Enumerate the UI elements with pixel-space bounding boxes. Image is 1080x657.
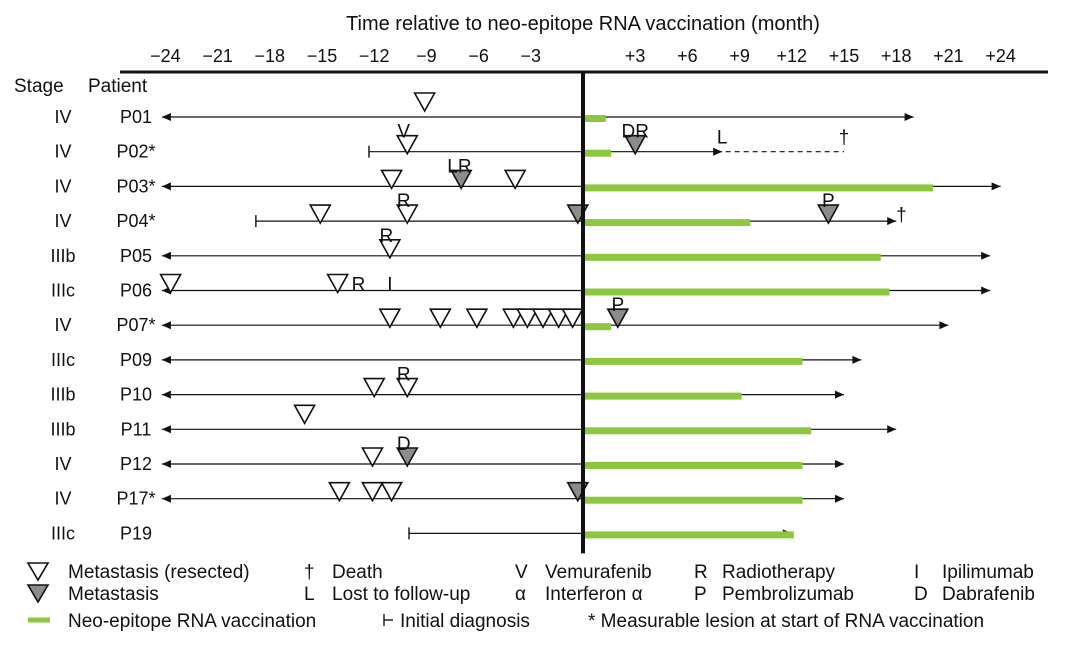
legend-diagnosis: Initial diagnosis (400, 611, 530, 632)
metastasis-resected-triangle (382, 483, 402, 501)
treatment-letter: DR (621, 121, 649, 143)
patient-row (54, 483, 844, 509)
patient-id: P17* (116, 488, 156, 509)
treatment-letter: V (397, 121, 411, 143)
arrow-head (162, 495, 171, 503)
patient-row (50, 405, 896, 439)
patient-row (51, 523, 794, 543)
patient-id: P10 (119, 384, 153, 405)
stage-label: IV (54, 315, 72, 336)
arrow-head (981, 287, 990, 295)
stage-label: IV (54, 211, 72, 232)
tick-label: +15 (828, 46, 860, 66)
metastasis-resected-triangle (380, 309, 400, 327)
patient-row (54, 93, 913, 127)
stage-label: IIIb (50, 419, 76, 440)
legend-death: Death (332, 562, 383, 583)
legend-interferon: Interferon α (545, 584, 643, 605)
tick-label: +18 (880, 46, 912, 66)
tick-label: +21 (933, 46, 964, 66)
vaccination-bar (585, 427, 811, 434)
metastasis-resected-triangle (364, 379, 384, 397)
tick-label: −9 (416, 46, 437, 66)
treatment-letter: † (896, 205, 907, 227)
legend-ipilimumab: Ipilimumab (942, 562, 1034, 583)
legend-vemurafenib-symbol: V (515, 562, 528, 583)
patient-id: P05 (119, 245, 153, 266)
arrow-head (162, 425, 171, 433)
vaccination-bar (585, 115, 606, 122)
legend-dabrafenib-symbol: D (914, 584, 928, 605)
treatment-letter: R (379, 225, 394, 247)
patient-row (54, 295, 948, 335)
patient-id: P09 (119, 349, 153, 370)
arrow-head (162, 252, 171, 260)
vaccination-bar (585, 497, 803, 504)
vaccination-bar (585, 358, 803, 365)
legend-radiotherapy-symbol: R (694, 562, 708, 583)
legend-lost: Lost to follow-up (332, 584, 471, 605)
arrow-head (713, 148, 722, 156)
legend-lost-symbol: L (304, 584, 315, 605)
vaccination-bar (585, 184, 933, 191)
treatment-letter: I (387, 274, 393, 296)
metastasis-resected-triangle (329, 483, 349, 501)
patient-rows (50, 93, 1000, 543)
tick-label: +9 (729, 46, 750, 66)
patient-id: P07* (116, 315, 156, 336)
metastasis-resected-triangle (467, 309, 487, 327)
legend-metastasis-resected: Metastasis (resected) (68, 562, 250, 583)
patient-header: Patient (88, 76, 148, 97)
tick-label: −6 (468, 46, 489, 66)
tick-label: +3 (624, 46, 646, 66)
stage-label: IV (54, 488, 72, 509)
arrow-head (939, 321, 948, 329)
legend-death-symbol: † (304, 562, 315, 583)
tick-label: −15 (306, 46, 338, 66)
treatment-letter: D (396, 434, 411, 455)
metastasis-resected-triangle (295, 405, 315, 423)
legend-diagnosis-icon (384, 614, 393, 626)
metastasis-resected-triangle (382, 170, 402, 188)
legend-pembrolizumab-symbol: P (694, 584, 707, 605)
tick-label: −24 (150, 46, 181, 66)
patient-id: P01 (119, 107, 153, 127)
stage-label: IIIb (50, 245, 76, 266)
legend-measurable-note: * Measurable lesion at start of RNA vaccination (588, 611, 985, 632)
arrow-head (835, 460, 844, 468)
legend-ipilimumab-symbol: I (914, 562, 920, 583)
treatment-letter: † (838, 127, 850, 149)
legend-vemurafenib: Vemurafenib (545, 562, 652, 583)
patient-id: P06 (119, 280, 153, 301)
tick-label: −18 (254, 46, 286, 66)
metastasis-resected-triangle (563, 309, 583, 327)
legend-dabrafenib: Dabrafenib (942, 584, 1035, 605)
patient-id: P19 (119, 523, 153, 544)
stage-label: IV (54, 454, 72, 474)
arrow-head (162, 321, 171, 329)
legend-interferon-symbol: α (515, 584, 526, 605)
vaccination-bar (585, 323, 611, 330)
stage-label: IV (54, 141, 72, 162)
axis-ticks (150, 46, 1016, 66)
metastasis-resected-triangle (362, 448, 382, 466)
tick-label: −21 (202, 46, 233, 66)
patient-row (50, 226, 990, 266)
patient-row (51, 275, 990, 301)
treatment-letter: R (396, 191, 411, 213)
tick-label: +6 (677, 46, 698, 66)
legend-metastasis: Metastasis (68, 584, 159, 605)
patient-id: P03* (116, 176, 156, 197)
tick-label: +24 (985, 46, 1016, 66)
arrow-head (162, 356, 171, 364)
legend-filled-triangle-icon (28, 585, 48, 602)
treatment-letter: L (716, 127, 728, 149)
legend-radiotherapy: Radiotherapy (722, 562, 836, 583)
vaccination-bar (585, 531, 794, 538)
patient-row (50, 365, 844, 405)
arrow-head (162, 182, 171, 190)
stage-header: Stage (14, 76, 64, 97)
patient-row (54, 191, 906, 231)
arrow-head (887, 425, 896, 433)
metastasis-resected-triangle (430, 309, 450, 327)
legend-pembrolizumab: Pembrolizumab (722, 584, 854, 605)
treatment-letter: R (396, 364, 411, 386)
metastasis-resected-triangle (362, 483, 382, 501)
arrow-head (162, 391, 171, 399)
tick-label: −3 (520, 46, 542, 66)
stage-label: IIIc (50, 349, 76, 370)
arrow-head (835, 391, 844, 399)
metastasis-resected-triangle (415, 93, 435, 111)
stage-label: IV (54, 107, 72, 127)
treatment-letter: R (351, 274, 366, 296)
axis-title: Time relative to neo-epitope RNA vaccination (month) (346, 13, 820, 35)
patient-row (51, 350, 861, 370)
legend-vaccination: Neo-epitope RNA vaccination (68, 611, 317, 632)
patient-id: P12 (119, 454, 153, 474)
stage-label: IIIc (50, 523, 76, 544)
vaccination-bar (585, 150, 611, 157)
tick-label: −12 (358, 46, 390, 66)
arrow-head (162, 460, 171, 468)
vaccination-bar (585, 289, 890, 296)
patient-row (54, 434, 844, 474)
arrow-head (992, 182, 1001, 190)
arrow-head (835, 495, 844, 503)
arrow-head (981, 252, 990, 260)
patient-id: P02* (116, 141, 156, 162)
metastasis-resected-triangle (328, 275, 348, 293)
arrow-head (887, 217, 896, 225)
stage-label: IV (54, 176, 72, 197)
vaccination-bar (585, 254, 881, 261)
stage-label: IIIc (50, 280, 76, 301)
treatment-letter: LR (447, 156, 472, 178)
treatment-letter: P (821, 191, 835, 213)
metastasis-resected-triangle (310, 205, 330, 223)
patient-id: P04* (116, 211, 156, 232)
arrow-head (852, 356, 861, 364)
metastasis-resected-triangle (505, 170, 525, 188)
patient-row (54, 156, 1000, 196)
treatment-letter: P (611, 295, 625, 317)
vaccination-bar (585, 219, 750, 226)
vaccination-bar (585, 462, 803, 469)
tick-label: +12 (776, 46, 808, 66)
arrow-head (905, 113, 914, 121)
vaccination-bar (585, 393, 742, 400)
arrow-head (162, 113, 171, 121)
patient-id: P11 (120, 419, 152, 440)
stage-label: IIIb (50, 384, 76, 405)
legend-open-triangle-icon (28, 563, 48, 580)
legend (28, 562, 1035, 632)
